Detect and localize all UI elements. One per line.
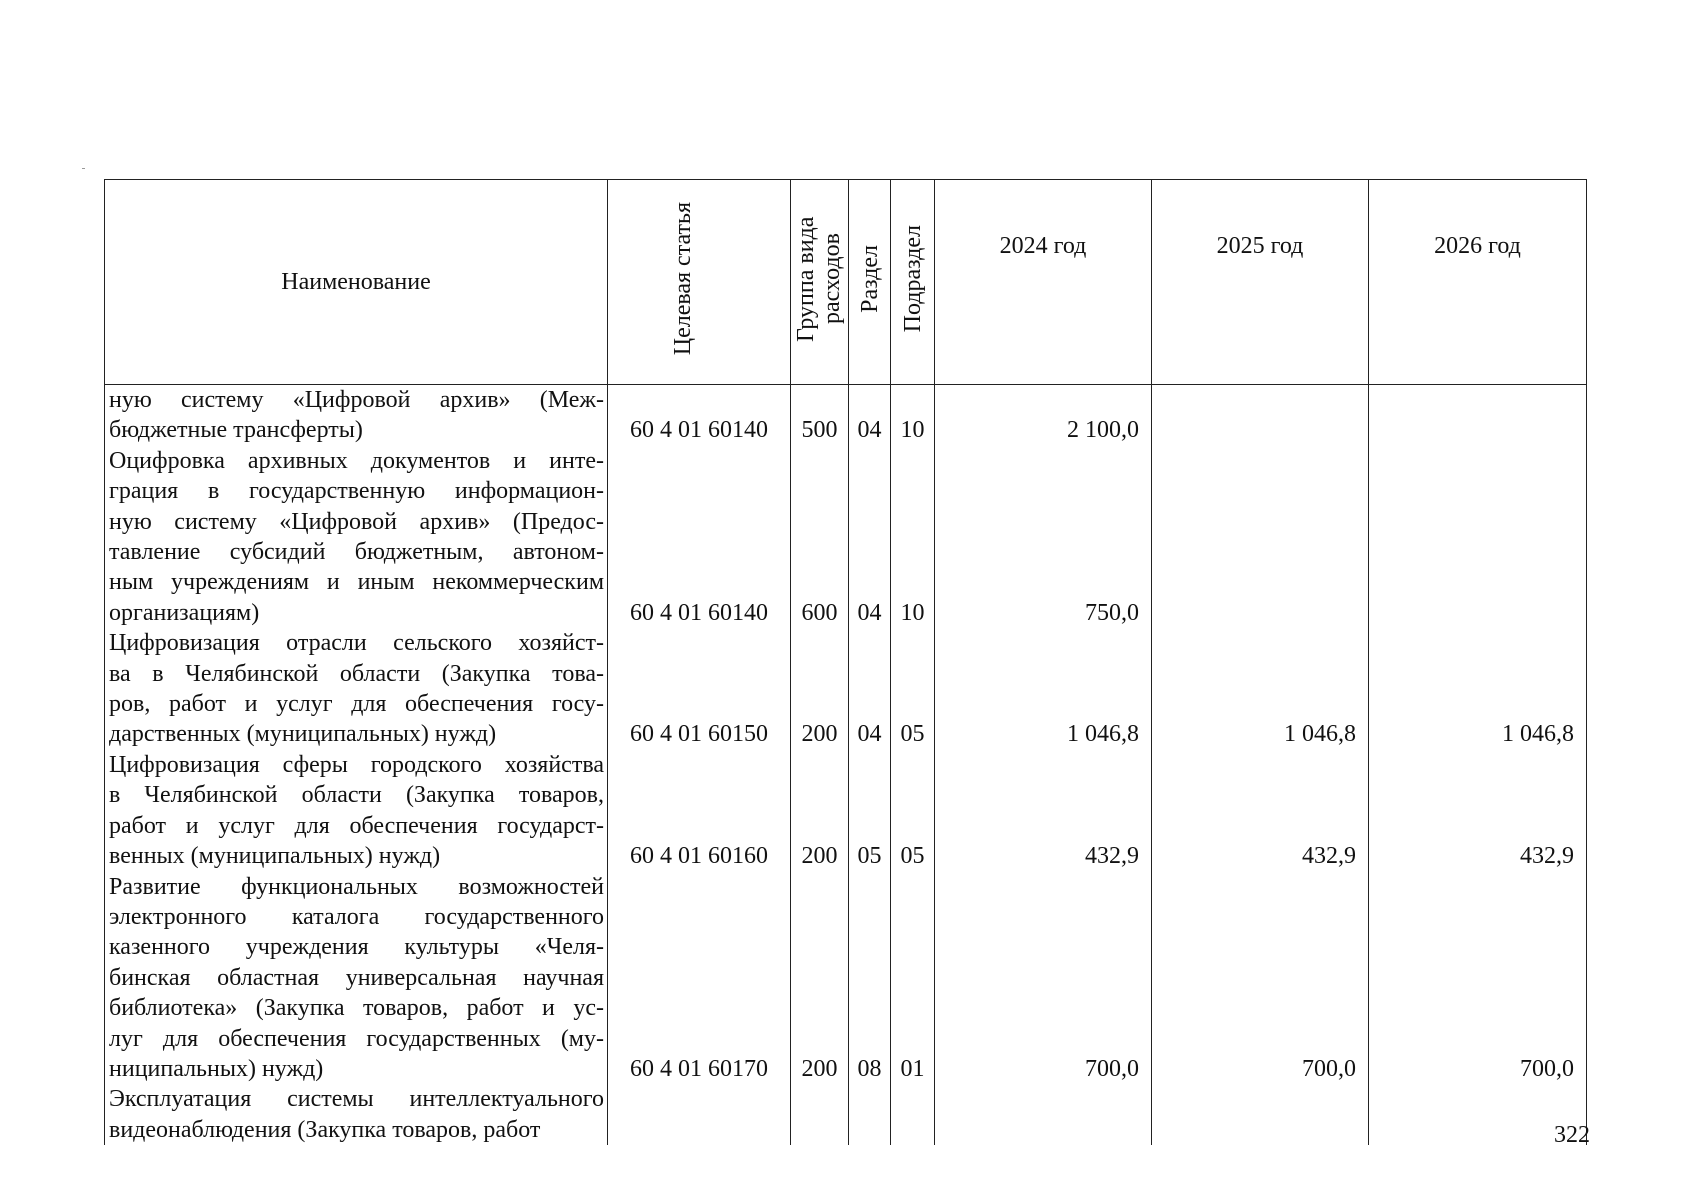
- row-section: 04: [849, 628, 891, 750]
- row-amount-2026: 700,0: [1369, 872, 1587, 1085]
- row-subsection: 10: [891, 446, 935, 628]
- row-section: 05: [849, 750, 891, 872]
- row-name: [105, 872, 608, 1085]
- row-name: [105, 385, 608, 446]
- row-name: [105, 750, 608, 872]
- row-name-line: Цифровизация отрасли сельского хозяйст-: [109, 630, 604, 657]
- row-amount-2024: 700,0: [935, 872, 1152, 1085]
- row-amount-2025: 700,0: [1152, 872, 1369, 1085]
- row-amount-2024: 750,0: [935, 446, 1152, 628]
- row-expense-group: 200: [791, 872, 849, 1085]
- header-expense-group: Группа вида расходов: [791, 180, 849, 385]
- row-name-line: Развитие функциональных возможностей: [109, 873, 604, 900]
- row-name-line: Эксплуатация системы интеллектуального: [109, 1086, 604, 1113]
- row-target-article: [608, 1084, 791, 1145]
- row-name-line: бюджетные трансферты): [109, 417, 363, 444]
- row-target-article: 60 4 01 60160: [608, 750, 791, 872]
- row-section: 04: [849, 446, 891, 628]
- row-name-line: ную систему «Цифровой архив» (Меж-: [109, 387, 604, 413]
- row-name-line: тавление субсидий бюджетным, автоном-: [109, 539, 604, 566]
- table-row: [105, 628, 1587, 750]
- header-year-2026: 2026 год: [1369, 180, 1587, 385]
- row-name-line: грация в государственную информацион-: [109, 478, 604, 505]
- header-target-article: Целевая статья: [608, 180, 791, 385]
- row-name-line: ную систему «Цифровой архив» (Предос-: [109, 508, 604, 535]
- row-section: 04: [849, 385, 891, 446]
- row-amount-2026: [1369, 446, 1587, 628]
- header-section: Раздел: [849, 180, 891, 385]
- row-expense-group: [791, 1084, 849, 1145]
- row-name-line: ниципальных) нужд): [109, 1055, 324, 1082]
- row-name-line: ным учреждениям и иным некоммерческим: [109, 569, 604, 596]
- row-name-line: казенного учреждения культуры «Челя-: [109, 934, 604, 961]
- row-section: 08: [849, 872, 891, 1085]
- row-name-line: луг для обеспечения государственных (му-: [109, 1025, 604, 1052]
- row-subsection: 10: [891, 385, 935, 446]
- row-amount-2025: 432,9: [1152, 750, 1369, 872]
- table-row: [105, 872, 1587, 1085]
- row-name-line: библиотека» (Закупка товаров, работ и ус-: [109, 995, 604, 1022]
- row-amount-2025: [1152, 385, 1369, 446]
- page-number: 322: [1554, 1122, 1590, 1148]
- table-header-row: [105, 180, 1587, 385]
- row-name-line: венных (муниципальных) нужд): [109, 843, 441, 870]
- row-name-line: бинская областная универсальная научная: [109, 964, 604, 991]
- row-name: [105, 446, 608, 628]
- header-subsection: Подраздел: [891, 180, 935, 385]
- header-year-2025: 2025 год: [1152, 180, 1369, 385]
- row-subsection: 05: [891, 628, 935, 750]
- scan-speck: [82, 168, 85, 169]
- row-amount-2024: 432,9: [935, 750, 1152, 872]
- row-expense-group: 200: [791, 628, 849, 750]
- row-amount-2024: [935, 1084, 1152, 1145]
- row-name-line: видеонаблюдения (Закупка товаров, работ: [109, 1116, 541, 1143]
- row-name: [105, 628, 608, 750]
- row-amount-2024: 2 100,0: [935, 385, 1152, 446]
- row-amount-2024: 1 046,8: [935, 628, 1152, 750]
- row-amount-2026: [1369, 385, 1587, 446]
- row-name-line: дарственных (муниципальных) нужд): [109, 721, 497, 748]
- row-subsection: [891, 1084, 935, 1145]
- row-target-article: 60 4 01 60140: [608, 446, 791, 628]
- row-subsection: 05: [891, 750, 935, 872]
- row-amount-2025: [1152, 446, 1369, 628]
- row-amount-2026: 432,9: [1369, 750, 1587, 872]
- table-row: [105, 385, 1587, 446]
- row-name: [105, 1084, 608, 1145]
- row-name-line: ва в Челябинской области (Закупка това-: [109, 660, 604, 687]
- table-row: [105, 446, 1587, 628]
- header-year-2024: 2024 год: [935, 180, 1152, 385]
- row-expense-group: 200: [791, 750, 849, 872]
- row-name-line: в Челябинской области (Закупка товаров,: [109, 782, 604, 809]
- row-target-article: 60 4 01 60150: [608, 628, 791, 750]
- row-target-article: 60 4 01 60140: [608, 385, 791, 446]
- row-amount-2025: [1152, 1084, 1369, 1145]
- row-amount-2026: 1 046,8: [1369, 628, 1587, 750]
- row-name-line: работ и услуг для обеспечения государст-: [109, 812, 604, 839]
- row-amount-2025: 1 046,8: [1152, 628, 1369, 750]
- row-subsection: 01: [891, 872, 935, 1085]
- row-name-line: ров, работ и услуг для обеспечения госу-: [109, 691, 604, 718]
- budget-table: [104, 179, 1587, 1145]
- row-section: [849, 1084, 891, 1145]
- row-target-article: 60 4 01 60170: [608, 872, 791, 1085]
- table-row: [105, 1084, 1587, 1145]
- header-name: Наименование: [105, 180, 608, 385]
- row-name-line: организациям): [109, 599, 260, 626]
- row-expense-group: 600: [791, 446, 849, 628]
- row-name-line: электронного каталога государственного: [109, 903, 604, 930]
- row-name-line: Цифровизация сферы городского хозяйства: [109, 751, 604, 778]
- row-name-line: Оцифровка архивных документов и инте-: [109, 447, 604, 474]
- row-expense-group: 500: [791, 385, 849, 446]
- table-row: [105, 750, 1587, 872]
